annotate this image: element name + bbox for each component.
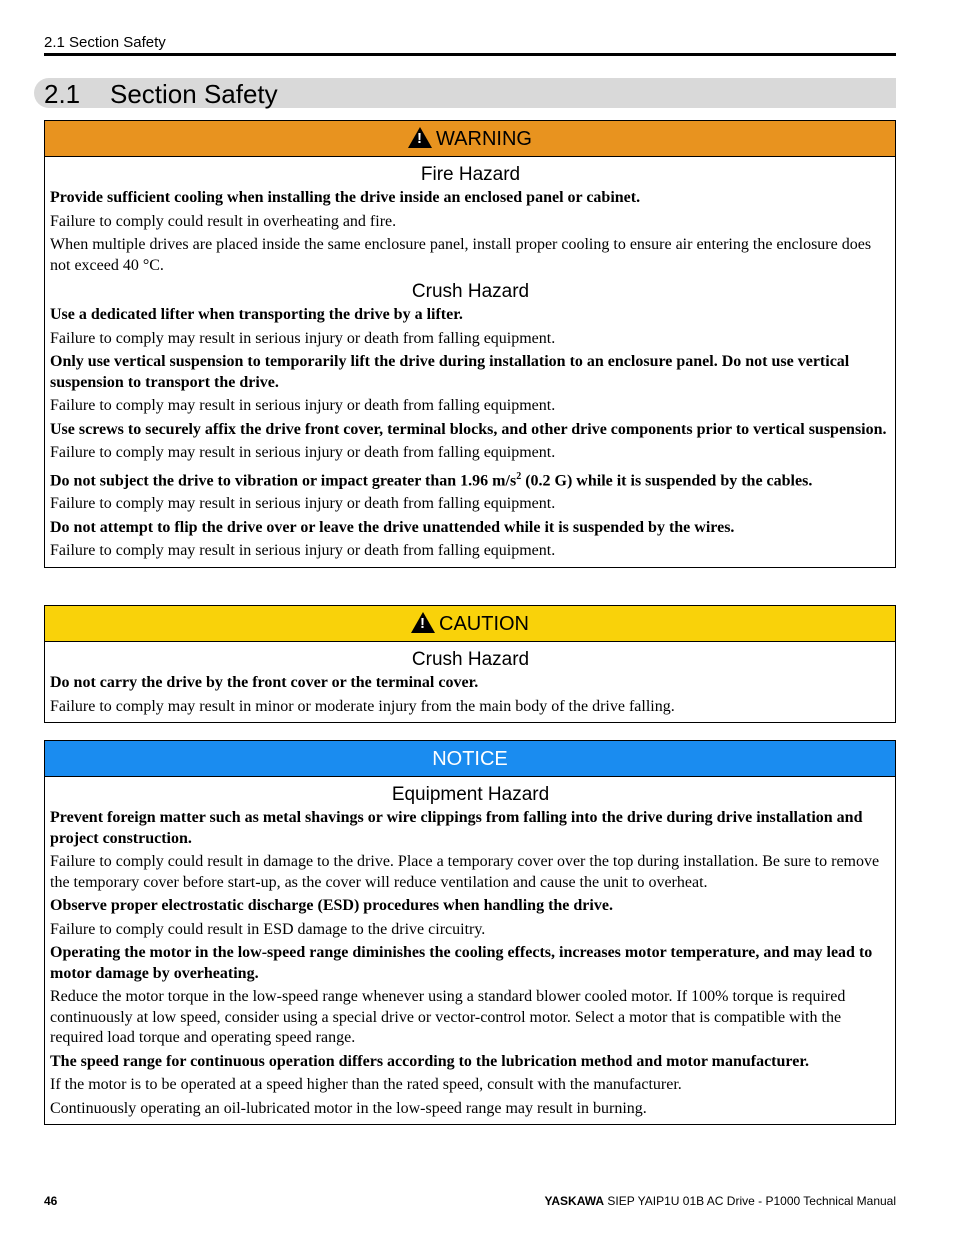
footer-title-text: SIEP YAIP1U 01B AC Drive - P1000 Technical Manual — [604, 1194, 896, 1208]
crush-instruction-4-pre: Do not subject the drive to vibration or impact greater than 1.96 m/s — [50, 471, 517, 489]
crush-consequence-3: Failure to comply may result in serious injury or death from falling equipment. — [50, 444, 556, 461]
crush-consequence-1: Failure to comply may result in serious injury or death from falling equipment. — [50, 329, 556, 347]
caution-label: CAUTION — [439, 613, 529, 635]
crush-consequence-5: Failure to comply may result in serious injury or death from falling equipment. — [50, 542, 556, 560]
notice-instruction-2: Observe proper electrostatic discharge (ESD) procedures when handling the drive. — [50, 897, 613, 914]
crush-consequence-2: Failure to comply may result in serious injury or death from falling equipment. — [50, 397, 556, 414]
crush-instruction-3: Use screws to securely affix the drive front cover, terminal blocks, and other drive components prior to vertical suspension. — [50, 420, 887, 438]
crush-instruction-4-post: (0.2 G) while it is suspended by the cables. — [521, 471, 813, 489]
running-header: 2.1 Section Safety — [44, 34, 896, 56]
caution-instruction-1: Do not carry the drive by the front cover or the terminal cover. — [50, 674, 479, 691]
notice-instruction-1: Prevent foreign matter such as metal shavings or wire clippings from falling into the drive during drive installation and project construction. — [50, 809, 863, 847]
fire-instruction-1: Provide sufficient cooling when installing the drive inside an enclosed panel or cabinet. — [50, 189, 641, 206]
caution-box — [44, 605, 896, 723]
section-title: Section Safety — [110, 79, 278, 109]
crush-instruction-2: Only use vertical suspension to temporarily lift the drive during installation to an enclosure panel. Do not use vertical suspension to transport the drive. — [50, 353, 850, 391]
footer-brand: YASKAWA — [544, 1194, 605, 1208]
equipment-hazard-title: Equipment Hazard — [391, 784, 550, 805]
notice-consequence-4: If the motor is to be operated at a speed higher than the rated speed, consult with the manufacturer. — [50, 1076, 682, 1093]
superscript: 2 — [516, 470, 522, 482]
notice-consequence-2: Failure to comply could result in ESD damage to the drive circuitry. — [50, 920, 486, 938]
notice-consequence-3: Reduce the motor torque in the low-speed range whenever using a standard blower cooled motor. If 100% torque is required continuously at low speed, consider using a special drive or vector-control motor. Select a motor that is compatible with the required load torque and operating speed range. — [50, 988, 846, 1046]
caution-body — [45, 642, 895, 722]
section-number: 2.1 — [44, 79, 81, 109]
section-title-bar — [34, 78, 896, 108]
crush-instruction-5: Do not attempt to flip the drive over or leave the drive unattended while it is suspended by the wires. — [50, 518, 735, 536]
fire-consequence-2: When multiple drives are placed inside the same enclosure panel, install proper cooling to ensure air entering the enclosure does not exceed 40 °C. — [50, 236, 872, 274]
crush-instruction-1: Use a dedicated lifter when transporting the drive by a lifter. — [50, 306, 463, 323]
notice-instruction-4: The speed range for continuous operation differs according to the lubrication method and motor manufacturer. — [50, 1052, 809, 1070]
warning-box — [44, 120, 896, 568]
fire-consequence-1: Failure to comply could result in overheating and fire. — [50, 212, 397, 230]
notice-instruction-3: Operating the motor in the low-speed range diminishes the cooling effects, increases motor temperature, and may lead to motor damage by overheating. — [50, 944, 873, 982]
page-number: 46 — [44, 1194, 58, 1208]
notice-header — [45, 741, 895, 777]
crush-instruction-4 — [50, 467, 891, 492]
notice-consequence-1: Failure to comply could result in damage to the drive. Place a temporary cover over the top during installation. Be sure to remove the temporary cover before start-up, as the cover will reduce ventilation and cause the unit to overheat. — [50, 853, 880, 891]
notice-consequence-5: Continuously operating an oil-lubricated motor in the low-speed range may result in burning. — [50, 1099, 647, 1117]
footer-manual-title — [544, 1194, 896, 1208]
crush-consequence-4: Failure to comply may result in serious injury or death from falling equipment. — [50, 495, 556, 513]
caution-header — [45, 606, 895, 642]
warning-label: WARNING — [436, 128, 532, 150]
caution-consequence-1: Failure to comply may result in minor or moderate injury from the main body of the drive falling. — [50, 697, 675, 715]
caution-triangle-icon — [411, 612, 435, 633]
notice-label: NOTICE — [432, 748, 508, 770]
fire-hazard-title: Fire Hazard — [420, 164, 521, 185]
notice-body — [45, 777, 895, 1124]
warning-triangle-icon — [408, 127, 432, 148]
caution-hazard-title: Crush Hazard — [411, 649, 530, 670]
notice-box — [44, 740, 896, 1125]
crush-hazard-title: Crush Hazard — [411, 281, 530, 302]
warning-header — [45, 121, 895, 157]
warning-body — [45, 157, 895, 567]
